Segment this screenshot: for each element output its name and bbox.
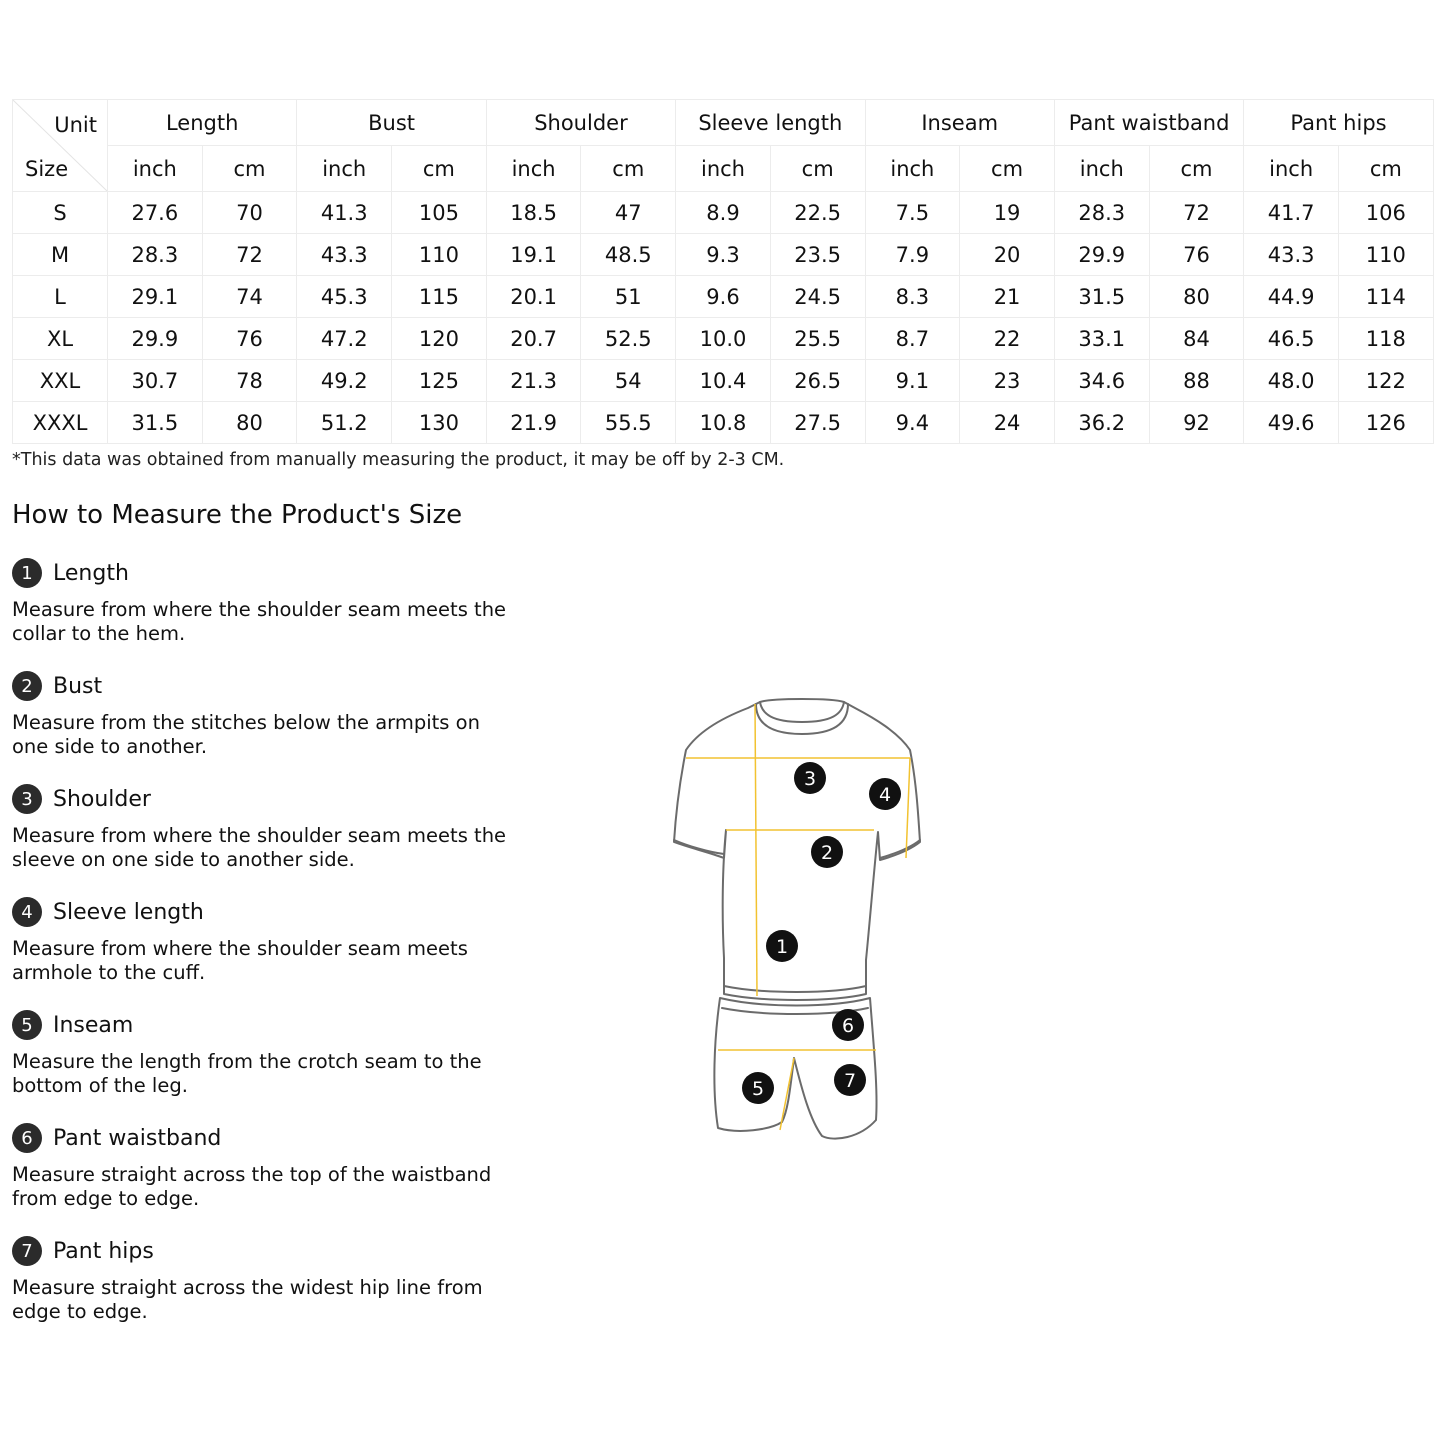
howto-steps xyxy=(12,556,532,1347)
value-cell: 36.2 xyxy=(1054,402,1149,444)
step-title: Shoulder xyxy=(53,786,151,812)
measurement-header-row xyxy=(13,100,1434,146)
step-description: Measure the length from the crotch seam to the bottom of the leg. xyxy=(12,1050,482,1097)
value-cell: 21.9 xyxy=(486,402,581,444)
unit-inch: inch xyxy=(1054,146,1149,192)
value-cell: 10.0 xyxy=(676,318,771,360)
value-cell: 43.3 xyxy=(297,234,392,276)
value-cell: 23 xyxy=(960,360,1055,402)
value-cell: 105 xyxy=(392,192,487,234)
value-cell: 70 xyxy=(202,192,297,234)
value-cell: 20 xyxy=(960,234,1055,276)
value-cell: 34.6 xyxy=(1054,360,1149,402)
size-label: Size xyxy=(25,157,69,181)
value-cell: 125 xyxy=(392,360,487,402)
step-description: Measure straight across the widest hip line from edge to edge. xyxy=(12,1276,483,1323)
svg-text:4: 4 xyxy=(878,784,892,806)
size-cell: L xyxy=(13,276,108,318)
value-cell: 28.3 xyxy=(1054,192,1149,234)
value-cell: 110 xyxy=(1338,234,1433,276)
howto-step xyxy=(12,669,532,782)
value-cell: 22 xyxy=(960,318,1055,360)
value-cell: 115 xyxy=(392,276,487,318)
value-cell: 54 xyxy=(581,360,676,402)
value-cell: 7.9 xyxy=(865,234,960,276)
unit-inch: inch xyxy=(486,146,581,192)
howto-step xyxy=(12,895,532,1008)
unit-inch: inch xyxy=(676,146,771,192)
value-cell: 21 xyxy=(960,276,1055,318)
sleeve-guide xyxy=(906,758,910,858)
svg-text:5: 5 xyxy=(751,1078,765,1100)
svg-text:3: 3 xyxy=(803,768,817,790)
value-cell: 8.9 xyxy=(676,192,771,234)
value-cell: 51.2 xyxy=(297,402,392,444)
step-number-badge: 4 xyxy=(12,897,42,927)
value-cell: 22.5 xyxy=(770,192,865,234)
inseam-guide xyxy=(780,1058,794,1130)
marker-2 xyxy=(811,836,843,868)
value-cell: 126 xyxy=(1338,402,1433,444)
unit-inch: inch xyxy=(1244,146,1339,192)
table-row xyxy=(13,318,1434,360)
value-cell: 48.5 xyxy=(581,234,676,276)
step-title: Pant waistband xyxy=(53,1125,222,1151)
step-title: Inseam xyxy=(53,1012,134,1038)
value-cell: 19 xyxy=(960,192,1055,234)
marker-3 xyxy=(794,762,826,794)
value-cell: 114 xyxy=(1338,276,1433,318)
howto-step xyxy=(12,1121,532,1234)
value-cell: 78 xyxy=(202,360,297,402)
step-description: Measure from where the shoulder seam meets armhole to the cuff. xyxy=(12,937,468,984)
step-header xyxy=(12,895,532,929)
value-cell: 72 xyxy=(202,234,297,276)
value-cell: 55.5 xyxy=(581,402,676,444)
marker-5 xyxy=(742,1072,774,1104)
size-cell: M xyxy=(13,234,108,276)
unit-size-corner-cell xyxy=(13,100,108,192)
value-cell: 20.1 xyxy=(486,276,581,318)
table-row xyxy=(13,192,1434,234)
unit-label: Unit xyxy=(54,113,97,137)
howto-step xyxy=(12,556,532,669)
step-number-badge: 3 xyxy=(12,784,42,814)
value-cell: 30.7 xyxy=(108,360,203,402)
svg-text:2: 2 xyxy=(820,842,834,864)
size-cell: XXXL xyxy=(13,402,108,444)
value-cell: 72 xyxy=(1149,192,1244,234)
value-cell: 80 xyxy=(202,402,297,444)
value-cell: 52.5 xyxy=(581,318,676,360)
header-inseam: Inseam xyxy=(865,100,1054,146)
value-cell: 47 xyxy=(581,192,676,234)
header-bust: Bust xyxy=(297,100,486,146)
value-cell: 10.8 xyxy=(676,402,771,444)
howto-step xyxy=(12,1234,532,1347)
step-title: Length xyxy=(53,560,129,586)
step-number-badge: 2 xyxy=(12,671,42,701)
value-cell: 43.3 xyxy=(1244,234,1339,276)
step-header xyxy=(12,1008,532,1042)
marker-4 xyxy=(869,778,901,810)
howto-step xyxy=(12,1008,532,1121)
step-header xyxy=(12,1234,532,1268)
header-shoulder: Shoulder xyxy=(486,100,675,146)
unit-cm: cm xyxy=(960,146,1055,192)
value-cell: 33.1 xyxy=(1054,318,1149,360)
step-number-badge: 7 xyxy=(12,1236,42,1266)
value-cell: 7.5 xyxy=(865,192,960,234)
value-cell: 29.1 xyxy=(108,276,203,318)
value-cell: 92 xyxy=(1149,402,1244,444)
value-cell: 26.5 xyxy=(770,360,865,402)
value-cell: 9.6 xyxy=(676,276,771,318)
value-cell: 25.5 xyxy=(770,318,865,360)
marker-1 xyxy=(766,930,798,962)
step-description: Measure from the stitches below the armpits on one side to another. xyxy=(12,711,480,758)
step-title: Sleeve length xyxy=(53,899,204,925)
value-cell: 9.1 xyxy=(865,360,960,402)
table-row xyxy=(13,360,1434,402)
value-cell: 20.7 xyxy=(486,318,581,360)
value-cell: 88 xyxy=(1149,360,1244,402)
value-cell: 8.7 xyxy=(865,318,960,360)
unit-inch: inch xyxy=(108,146,203,192)
value-cell: 8.3 xyxy=(865,276,960,318)
table-row xyxy=(13,276,1434,318)
diagram-markers xyxy=(742,762,901,1104)
step-number-badge: 1 xyxy=(12,558,42,588)
value-cell: 47.2 xyxy=(297,318,392,360)
value-cell: 21.3 xyxy=(486,360,581,402)
value-cell: 23.5 xyxy=(770,234,865,276)
size-cell: XXL xyxy=(13,360,108,402)
step-description: Measure straight across the top of the waistband from edge to edge. xyxy=(12,1163,492,1210)
header-sleeve-length: Sleeve length xyxy=(676,100,865,146)
value-cell: 106 xyxy=(1338,192,1433,234)
value-cell: 118 xyxy=(1338,318,1433,360)
size-cell: S xyxy=(13,192,108,234)
tshirt-outline xyxy=(674,699,920,1000)
step-description: Measure from where the shoulder seam meets the collar to the hem. xyxy=(12,598,507,645)
value-cell: 130 xyxy=(392,402,487,444)
value-cell: 10.4 xyxy=(676,360,771,402)
value-cell: 9.3 xyxy=(676,234,771,276)
value-cell: 76 xyxy=(202,318,297,360)
unit-cm: cm xyxy=(202,146,297,192)
value-cell: 27.6 xyxy=(108,192,203,234)
howto-title: How to Measure the Product's Size xyxy=(12,500,463,530)
value-cell: 24 xyxy=(960,402,1055,444)
value-cell: 49.6 xyxy=(1244,402,1339,444)
svg-text:1: 1 xyxy=(775,936,789,958)
marker-7 xyxy=(834,1064,866,1096)
value-cell: 9.4 xyxy=(865,402,960,444)
value-cell: 84 xyxy=(1149,318,1244,360)
table-row xyxy=(13,402,1434,444)
value-cell: 76 xyxy=(1149,234,1244,276)
unit-cm: cm xyxy=(770,146,865,192)
value-cell: 19.1 xyxy=(486,234,581,276)
unit-cm: cm xyxy=(1338,146,1433,192)
unit-cm: cm xyxy=(1149,146,1244,192)
unit-header-row xyxy=(13,146,1434,192)
value-cell: 18.5 xyxy=(486,192,581,234)
value-cell: 29.9 xyxy=(1054,234,1149,276)
unit-inch: inch xyxy=(865,146,960,192)
value-cell: 44.9 xyxy=(1244,276,1339,318)
value-cell: 27.5 xyxy=(770,402,865,444)
garment-measurement-diagram xyxy=(662,690,932,1150)
value-cell: 46.5 xyxy=(1244,318,1339,360)
value-cell: 41.7 xyxy=(1244,192,1339,234)
value-cell: 45.3 xyxy=(297,276,392,318)
header-pant-hips: Pant hips xyxy=(1244,100,1433,146)
value-cell: 49.2 xyxy=(297,360,392,402)
length-guide xyxy=(755,704,757,996)
value-cell: 41.3 xyxy=(297,192,392,234)
size-cell: XL xyxy=(13,318,108,360)
measurement-note: *This data was obtained from manually measuring the product, it may be off by 2-3 CM. xyxy=(12,450,785,470)
svg-text:6: 6 xyxy=(841,1015,855,1037)
value-cell: 80 xyxy=(1149,276,1244,318)
value-cell: 120 xyxy=(392,318,487,360)
value-cell: 29.9 xyxy=(108,318,203,360)
step-header xyxy=(12,556,532,590)
unit-inch: inch xyxy=(297,146,392,192)
step-header xyxy=(12,782,532,816)
value-cell: 74 xyxy=(202,276,297,318)
table-row xyxy=(13,234,1434,276)
step-description: Measure from where the shoulder seam meets the sleeve on one side to another side. xyxy=(12,824,507,871)
value-cell: 24.5 xyxy=(770,276,865,318)
value-cell: 31.5 xyxy=(108,402,203,444)
howto-step xyxy=(12,782,532,895)
step-number-badge: 6 xyxy=(12,1123,42,1153)
unit-cm: cm xyxy=(581,146,676,192)
value-cell: 51 xyxy=(581,276,676,318)
step-number-badge: 5 xyxy=(12,1010,42,1040)
value-cell: 28.3 xyxy=(108,234,203,276)
step-header xyxy=(12,1121,532,1155)
value-cell: 48.0 xyxy=(1244,360,1339,402)
header-length: Length xyxy=(108,100,297,146)
header-pant-waistband: Pant waistband xyxy=(1054,100,1243,146)
step-header xyxy=(12,669,532,703)
value-cell: 31.5 xyxy=(1054,276,1149,318)
step-title: Pant hips xyxy=(53,1238,154,1264)
marker-6 xyxy=(832,1009,864,1041)
value-cell: 110 xyxy=(392,234,487,276)
svg-text:7: 7 xyxy=(843,1070,857,1092)
value-cell: 122 xyxy=(1338,360,1433,402)
step-title: Bust xyxy=(53,673,103,699)
size-chart-table xyxy=(12,99,1434,444)
unit-cm: cm xyxy=(392,146,487,192)
